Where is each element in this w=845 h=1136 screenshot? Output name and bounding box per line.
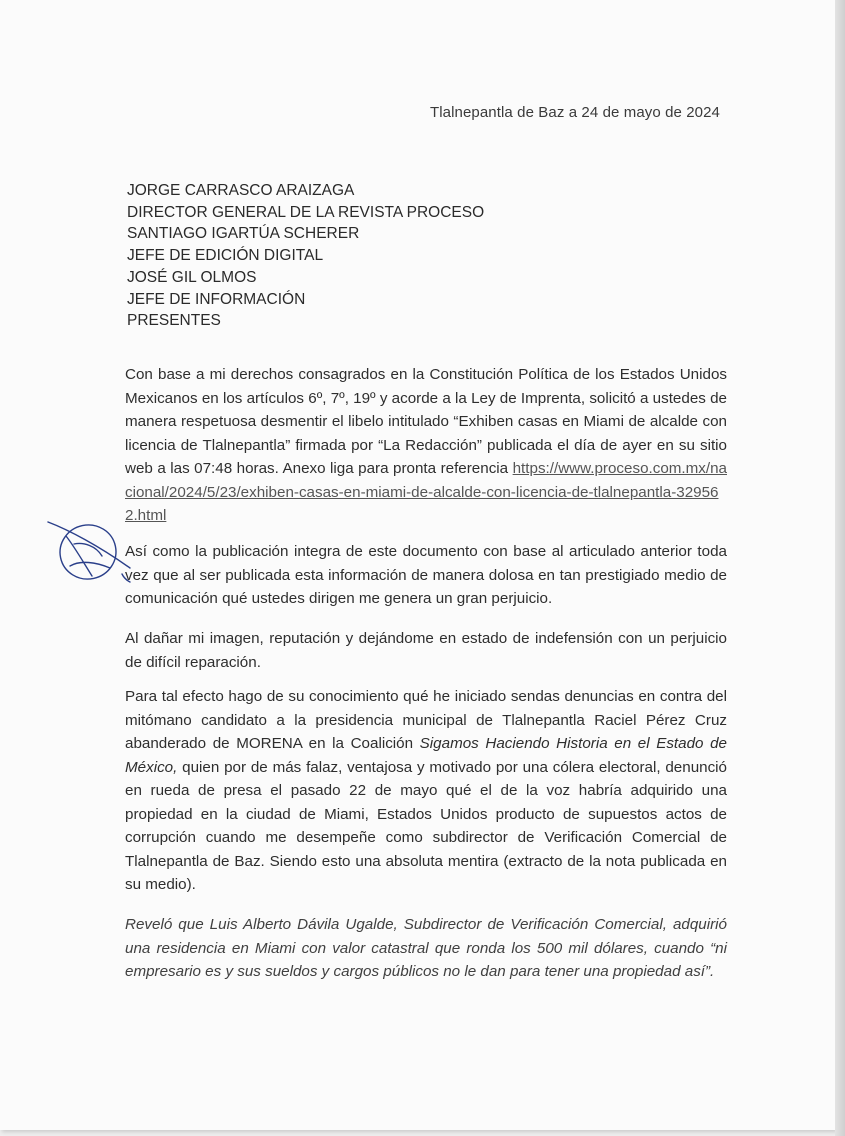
recipient-line: JOSÉ GIL OLMOS bbox=[127, 268, 257, 286]
page-edge bbox=[835, 0, 845, 1136]
paragraph-quote: Reveló que Luis Alberto Dávila Ugalde, Subdirector de Verificación Comercial, adquirió una residencia en Miami con valor catastral que ronda los 500 mil dólares, cuando “ni empresario es y sus sueldos y cargos públicos no le dan para tener una propiedad así”. bbox=[125, 916, 727, 980]
paragraph-publication: Así como la publicación integra de este documento con base al articulado anterior toda vez que al ser publicada esta información de manera dolosa en tan prestigiado medio de comunicación qué ustedes dirigen me genera un gran perjuicio. bbox=[125, 543, 727, 607]
paragraph-request bbox=[125, 363, 727, 528]
paragraph-damage: Al dañar mi imagen, reputación y dejándome en estado de indefensión con un perjuicio de difícil reparación. bbox=[125, 630, 727, 671]
coalition-name: Sigamos Haciendo Historia en el Estado de México, bbox=[125, 735, 727, 776]
paragraph-text: quien por de más falaz, ventajosa y motivado por una cólera electoral, denunció en rueda de presa el pasado 22 de mayo qué el de la voz habría adquirido una propiedad en la ciudad de Miami, Estados Unidos producto de supuestos actos de corrupción cuando me desempeñe como subdirector de Verificación Comercial de Tlalnepantla de Baz. Siendo esto una absoluta mentira (extracto de la nota publicada en su medio). bbox=[125, 758, 727, 893]
recipient-line: SANTIAGO IGARTÚA SCHERER bbox=[127, 225, 360, 243]
recipients-block bbox=[127, 180, 484, 332]
letter-date: Tlalnepantla de Baz a 24 de mayo de 2024 bbox=[429, 104, 720, 121]
recipient-line: DIRECTOR GENERAL DE LA REVISTA PROCESO bbox=[127, 203, 485, 221]
paragraph-text: Para tal efecto hago de su conocimiento qué he iniciado sendas denuncias en contra del mitómano candidato a la presidencia municipal de Tlalnepantla Raciel Pérez Cruz abanderado de MORENA en la Coalición bbox=[125, 688, 727, 752]
signature-initials-mark bbox=[44, 516, 134, 586]
recipient-line: PRESENTES bbox=[127, 312, 221, 330]
recipient-line: JEFE DE INFORMACIÓN bbox=[127, 290, 306, 308]
paragraph-text: Con base a mi derechos consagrados en la Constitución Política de los Estados Unidos Mexicanos en los artículos 6º, 7º, 19º y acorde a la Ley de Imprenta, solicitó a ustedes de manera respetuosa desmentir el libelo intitulado “Exhiben casas en Miami de alcalde con licencia de Tlalnepantla” firmada por “La Redacción” publicada el día de ayer en su sitio web a las 07:48 horas. Anexo liga para pronta referencia bbox=[125, 366, 727, 477]
reference-link[interactable]: https://www.proceso.com.mx/nacional/2024/5/23/exhiben-casas-en-miami-de-alcalde-con-licencia-de-tlalnepantla-329562.html bbox=[125, 460, 727, 524]
recipient-line: JEFE DE EDICIÓN DIGITAL bbox=[127, 247, 324, 265]
paragraph-complaints bbox=[125, 685, 727, 897]
recipient-line: JORGE CARRASCO ARAIZAGA bbox=[127, 182, 355, 199]
